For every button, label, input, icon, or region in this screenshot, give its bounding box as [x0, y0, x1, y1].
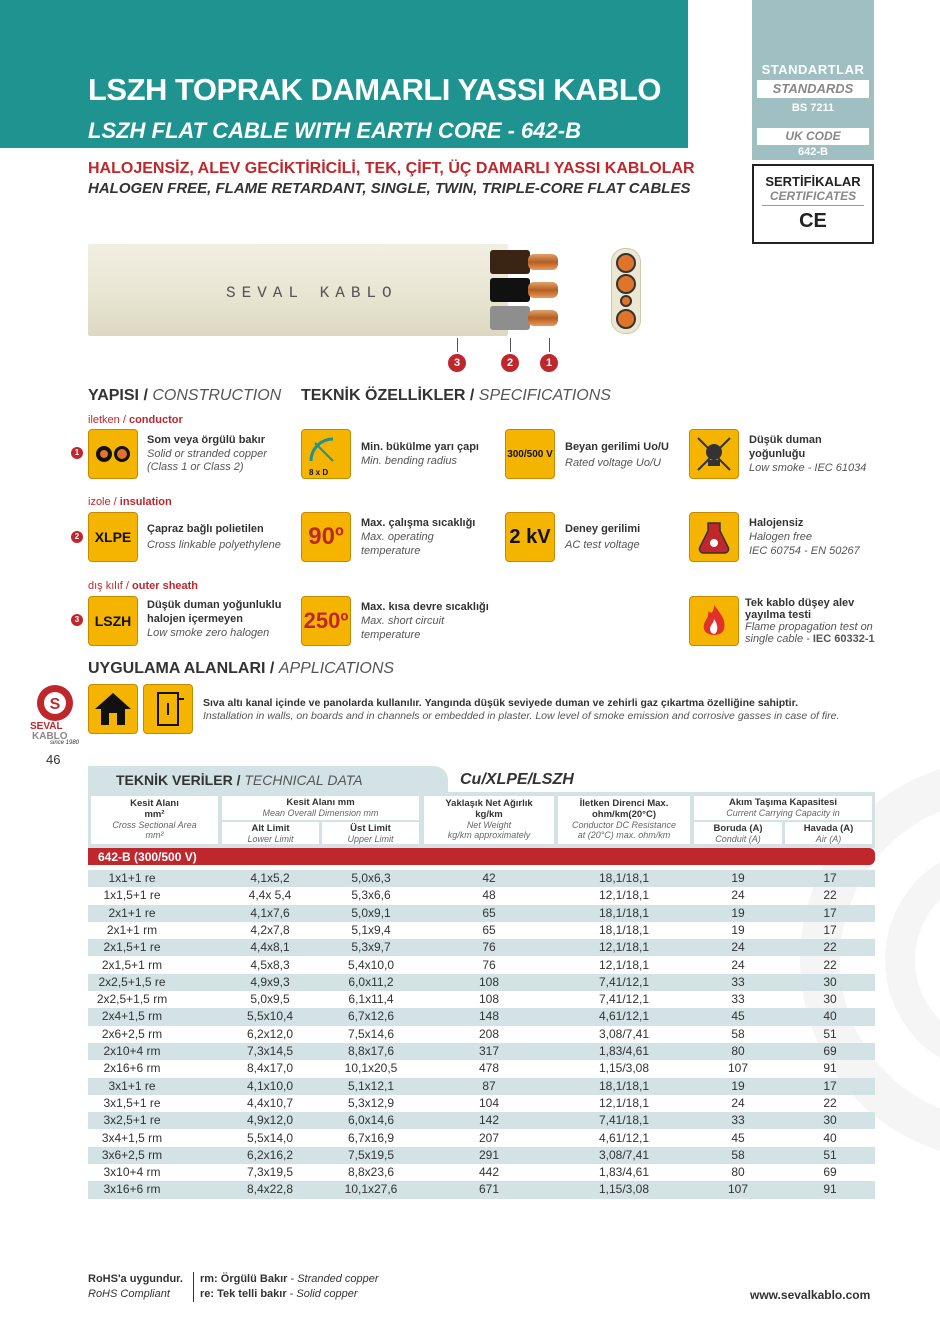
standards-value: BS 7211 — [791, 102, 835, 114]
table-cell: 10,1x27,6 — [344, 1182, 398, 1197]
brand-name-2: KABLO — [32, 731, 68, 742]
table-cell: 6,7x16,9 — [347, 1130, 395, 1145]
table-cell: 108 — [478, 992, 500, 1007]
table-cell: 2x2,5+1,5 rm — [96, 992, 168, 1007]
rohs-label-english: RoHS Compliant — [88, 1288, 170, 1300]
table-cell: 8,8x17,6 — [347, 1044, 395, 1058]
table-cell: 671 — [478, 1182, 500, 1197]
table-cell: 18,1/18,1 — [598, 922, 650, 937]
smoke-title: Düşük duman — [749, 434, 822, 446]
table-cell: 7,3x19,5 — [246, 1165, 294, 1180]
bullet-1: 1 — [71, 447, 83, 459]
table-cell: 40 — [823, 1130, 837, 1145]
table-cell: 2x16+6 rm — [103, 1061, 161, 1076]
sheath-title-2: halojen içermeyen — [147, 613, 243, 625]
flame-title: Tek kablo düşey alev — [745, 597, 855, 609]
table-cell: 22 — [823, 888, 837, 903]
table-cell: 91 — [823, 1061, 837, 1076]
table-cell: 2x1+1 rm — [106, 922, 158, 937]
table-cell: 12,1/18,1 — [598, 1095, 650, 1110]
table-cell: 4,9x12,0 — [246, 1113, 294, 1128]
table-cell: 33 — [731, 992, 745, 1007]
halogen-free-icon — [689, 512, 739, 562]
table-cell: 17 — [823, 1078, 837, 1093]
table-cell: 69 — [823, 1165, 837, 1180]
table-cell: 2x1,5+1 re — [103, 940, 161, 955]
table-row — [88, 1078, 875, 1095]
page-number: 46 — [46, 752, 61, 767]
construction-heading: YAPISI / CONSTRUCTION — [88, 387, 282, 404]
table-cell: 6,2x16,2 — [246, 1147, 294, 1162]
table-cell: 1,83/4,61 — [598, 1044, 650, 1058]
table-cell: 291 — [478, 1147, 500, 1162]
bending-radius-icon — [301, 429, 351, 479]
bullet-2: 2 — [71, 531, 83, 543]
table-cell: 19 — [731, 922, 745, 937]
table-cell: 58 — [731, 1147, 745, 1162]
table-row — [88, 1130, 875, 1147]
table-cell: 6,0x14,6 — [347, 1113, 395, 1128]
table-cell: 8,4x22,8 — [246, 1182, 294, 1197]
table-cell: 6,1x11,4 — [348, 992, 394, 1007]
table-cell: 1x1+1 re — [108, 871, 156, 885]
uk-code-label: UK CODE — [757, 128, 869, 145]
brand-name: SEVAL — [30, 721, 63, 732]
table-cell: 104 — [478, 1095, 500, 1110]
table-cell: 7,41/12,1 — [598, 974, 650, 989]
table-cell: 30 — [823, 1113, 837, 1128]
table-cell: 87 — [482, 1078, 496, 1093]
flame-title-2: yayılma testi — [745, 609, 812, 621]
insulation-sub: Cross linkable polyethylene — [147, 539, 281, 551]
table-cell: 33 — [731, 1113, 745, 1128]
footer-divider — [193, 1272, 194, 1302]
op-temp-sub2: temperature — [361, 545, 421, 557]
table-cell: 5,4x10,0 — [347, 957, 395, 972]
table-cell: 4,61/12,1 — [598, 1009, 650, 1024]
table-cell: 5,5x10,4 — [246, 1009, 294, 1024]
table-cell: 48 — [482, 888, 496, 903]
xlpe-icon: XLPE — [88, 512, 138, 562]
table-cell: 5,3x6,6 — [351, 888, 391, 903]
header-air: Havada (A) Air (A) — [785, 822, 872, 844]
table-cell: 3,08/7,41 — [598, 1147, 650, 1162]
table-cell: 19 — [731, 905, 745, 920]
table-cell: 4,9x9,3 — [250, 974, 290, 989]
table-row — [88, 1164, 875, 1181]
table-cell: 4,5x8,3 — [250, 957, 290, 972]
table-cell: 6,2x12,0 — [246, 1026, 294, 1041]
table-cell: 208 — [478, 1026, 500, 1041]
table-cell: 7,41/18,1 — [598, 1113, 650, 1128]
table-cable-type: Cu/XLPE/LSZH — [460, 771, 574, 788]
table-cell: 2x6+2,5 rm — [101, 1026, 163, 1041]
insulation-label: izole / insulation — [88, 496, 172, 508]
table-cell: 2x1+1 re — [108, 905, 156, 920]
table-cell: 2x4+1,5 rm — [101, 1009, 163, 1024]
lszh-icon: LSZH — [88, 596, 138, 646]
table-cell: 18,1/18,1 — [598, 871, 650, 885]
cable-print-text: SEVAL KABLO — [226, 284, 398, 302]
table-cell: 24 — [731, 888, 745, 903]
table-cell: 7,5x14,6 — [347, 1026, 395, 1041]
uk-code-value: 642-B — [798, 146, 828, 158]
operating-temp-icon: 90º — [301, 512, 351, 562]
table-cell: 2x2,5+1,5 re — [98, 974, 166, 989]
copper-conductor-icon — [88, 429, 138, 479]
table-group-band — [88, 848, 875, 865]
rated-voltage-icon: 300/500 V — [505, 429, 555, 479]
certificates-box — [752, 164, 874, 244]
header-dimension: Kesit Alanı mm Mean Overall Dimension mm — [222, 796, 419, 820]
table-cell: 30 — [823, 992, 837, 1007]
table-cell: 65 — [482, 905, 496, 920]
table-cell: 22 — [823, 940, 837, 955]
house-icon — [88, 684, 138, 734]
table-cell: 80 — [731, 1165, 745, 1180]
table-group-label: 642-B (300/500 V) — [98, 850, 197, 864]
smoke-title-2: yoğunluğu — [749, 448, 806, 460]
website-link[interactable]: www.sevalkablo.com — [750, 1288, 871, 1302]
cable-cross-section-icon — [611, 248, 641, 334]
table-cell: 4,4x 5,4 — [248, 888, 292, 903]
table-cell: 5,0x6,3 — [351, 871, 391, 885]
table-cell: 207 — [478, 1130, 500, 1145]
table-cell: 45 — [731, 1009, 745, 1024]
sc-temp-sub2: temperature — [361, 629, 421, 641]
table-cell: 2x10+4 rm — [103, 1044, 161, 1058]
applications-text: Sıva altı kanal içinde ve panolarda kullanılır. Yangında düşük seviyede duman ve zehirli gaz çıkartma özelliğine sahiptir. — [203, 697, 799, 709]
table-cell: 5,0x9,5 — [250, 992, 290, 1007]
ce-mark-icon: CE — [799, 210, 827, 232]
table-cell: 76 — [482, 957, 496, 972]
test-voltage-sub: AC test voltage — [565, 539, 640, 551]
table-cell: 17 — [823, 871, 837, 885]
sc-temp-title: Max. kısa devre sıcaklığı — [361, 601, 489, 613]
bend-title: Min. bükülme yarı çapı — [361, 441, 479, 453]
table-row — [88, 1026, 875, 1043]
table-cell: 8,8x23,6 — [347, 1165, 395, 1180]
flame-sub2: single cable - IEC 60332-1 — [745, 633, 875, 645]
table-cell: 17 — [823, 922, 837, 937]
table-row — [88, 922, 875, 939]
table-row — [88, 991, 875, 1008]
table-row — [88, 974, 875, 991]
re-legend: re: Tek telli bakır - Solid copper — [200, 1288, 358, 1300]
table-cell: 33 — [731, 974, 745, 989]
table-row — [88, 1181, 875, 1198]
table-cell: 19 — [731, 871, 745, 885]
table-cell: 4,4x8,1 — [250, 940, 290, 955]
table-cell: 19 — [731, 1078, 745, 1093]
table-cell: 3x1+1 re — [108, 1078, 156, 1093]
op-temp-title: Max. çalışma sıcaklığı — [361, 517, 476, 529]
conductor-sub: Solid or stranded copper — [147, 448, 267, 460]
table-cell: 4,1x7,6 — [250, 905, 290, 920]
table-row — [88, 1095, 875, 1112]
header-cross-section: Kesit Alanı mm² Cross Sectional Area mm² — [91, 796, 218, 844]
header-capacity: Akım Taşıma Kapasitesi Current Carrying Capacity in — [694, 796, 872, 820]
table-cell: 3,08/7,41 — [598, 1026, 650, 1041]
halogen-sub2: IEC 60754 - EN 50267 — [749, 545, 860, 557]
table-cell: 4,4x10,7 — [246, 1095, 294, 1110]
table-cell: 1,15/3,08 — [598, 1182, 650, 1197]
table-cell: 12,1/18,1 — [598, 888, 650, 903]
table-cell: 12,1/18,1 — [598, 940, 650, 955]
table-row — [88, 887, 875, 904]
table-row — [88, 905, 875, 922]
certificates-label: CERTIFICATES — [762, 189, 864, 206]
table-cell: 30 — [823, 974, 837, 989]
table-cell: 17 — [823, 905, 837, 920]
flame-sub1: Flame propagation test on — [745, 621, 873, 633]
table-cell: 58 — [731, 1026, 745, 1041]
table-cell: 7,5x19,5 — [347, 1147, 395, 1162]
table-cell: 5,1x9,4 — [351, 922, 391, 937]
table-row — [88, 1008, 875, 1025]
applications-text-english: Installation in walls, on boards and in channels or embedded in plaster. Low level of smoke emission and corrosive gasses in case of fire. — [203, 710, 840, 722]
insulation-title: Çapraz bağlı polietilen — [147, 523, 264, 535]
table-cell: 317 — [478, 1044, 500, 1058]
marker-1: 1 — [540, 354, 558, 372]
conductor-class: (Class 1 or Class 2) — [147, 461, 244, 473]
header-upper-limit: Üst Limit Upper Limit — [322, 822, 419, 844]
header-weight: Yaklaşık Net Ağırlık kg/km Net Weight kg/km approximately — [424, 796, 554, 844]
table-cell: 69 — [823, 1044, 837, 1058]
table-cell: 76 — [482, 940, 496, 955]
svg-text:S: S — [49, 696, 61, 713]
standards-label: STANDARDS — [757, 80, 869, 98]
svg-text:8 x D: 8 x D — [309, 468, 329, 477]
table-tab-title: TEKNİK VERİLER / TECHNICAL DATA — [116, 772, 363, 788]
table-cell: 5,3x12,9 — [347, 1095, 395, 1110]
marker-3: 3 — [448, 354, 466, 372]
table-cell: 12,1/18,1 — [598, 957, 650, 972]
table-cell: 2x1,5+1 rm — [101, 957, 163, 972]
certificates-title: SERTİFİKALAR — [765, 174, 861, 189]
table-cell: 5,3x9,7 — [351, 940, 391, 955]
table-cell: 107 — [727, 1061, 749, 1076]
table-cell: 3x10+4 rm — [103, 1165, 161, 1180]
table-cell: 1,15/3,08 — [598, 1061, 650, 1076]
subtitle-english: HALOGEN FREE, FLAME RETARDANT, SINGLE, TWIN, TRIPLE-CORE FLAT CABLES — [88, 180, 691, 197]
table-cell: 148 — [478, 1009, 500, 1024]
low-smoke-icon — [689, 429, 739, 479]
bend-sub: Min. bending radius — [361, 455, 458, 467]
table-cell: 18,1/18,1 — [598, 905, 650, 920]
table-cell: 91 — [823, 1182, 837, 1197]
header-lower-limit: Alt Limit Lower Limit — [222, 822, 319, 844]
table-cell: 65 — [482, 922, 496, 937]
header-resistance: İletken Direnci Max. ohm/km(20°C) Conductor DC Resistance at (20°C) max. ohm/km — [558, 796, 690, 844]
voltage-sub: Rated voltage Uo/U — [565, 457, 661, 469]
halogen-sub1: Halogen free — [749, 531, 812, 543]
table-cell: 1,83/4,61 — [598, 1165, 650, 1180]
table-row — [88, 939, 875, 956]
table-cell: 22 — [823, 1095, 837, 1110]
test-voltage-title: Deney gerilimi — [565, 523, 641, 535]
page-title-english: LSZH FLAT CABLE WITH EARTH CORE - 642-B — [88, 118, 581, 143]
table-cell: 42 — [482, 871, 496, 885]
table-cell: 142 — [478, 1113, 500, 1128]
table-cell: 1x1,5+1 re — [103, 888, 161, 903]
table-cell: 3x1,5+1 re — [103, 1095, 161, 1110]
table-cell: 18,1/18,1 — [598, 1078, 650, 1093]
table-cell: 107 — [727, 1182, 749, 1197]
specifications-heading: TEKNİK ÖZELLİKLER / SPECIFICATIONS — [301, 387, 611, 404]
table-cell: 6,0x11,2 — [348, 974, 394, 989]
voltage-title: Beyan gerilimi Uo/U — [565, 441, 669, 453]
table-cell: 4,61/12,1 — [598, 1130, 650, 1145]
rohs-label: RoHS'a uygundur. — [88, 1273, 183, 1285]
table-cell: 3x6+2,5 rm — [101, 1147, 163, 1162]
table-cell: 51 — [823, 1026, 837, 1041]
conductor-title: Som veya örgülü bakır — [147, 434, 265, 446]
brand-since: since 1980 — [50, 740, 80, 746]
table-cell: 108 — [478, 974, 500, 989]
subtitle: HALOJENSİZ, ALEV GECİKTİRİCİLİ, TEK, ÇİFT, ÜÇ DAMARLI YASSI KABLOLAR — [88, 160, 695, 177]
table-row — [88, 1147, 875, 1164]
table-cell: 5,1x12,1 — [347, 1078, 395, 1093]
applications-heading: UYGULAMA ALANLARI / APPLICATIONS — [88, 660, 395, 677]
table-row — [88, 957, 875, 974]
table-cell: 7,3x14,5 — [246, 1044, 294, 1058]
standards-title: STANDARTLAR — [761, 62, 865, 77]
table-row — [88, 870, 875, 887]
sc-temp-sub1: Max. short circuit — [361, 615, 445, 627]
table-cell: 4,1x10,0 — [246, 1078, 294, 1093]
smoke-sub: Low smoke - IEC 61034 — [749, 462, 867, 474]
table-cell: 51 — [823, 1147, 837, 1162]
table-cell: 3x16+6 rm — [103, 1182, 161, 1197]
seval-logo — [35, 683, 75, 723]
conductor-label: iletken / conductor — [88, 414, 183, 426]
rm-legend: rm: Örgülü Bakır - Stranded copper — [200, 1273, 379, 1285]
table-cell: 6,7x12,6 — [347, 1009, 395, 1024]
table-cell: 7,41/12,1 — [598, 992, 650, 1007]
table-cell: 22 — [823, 957, 837, 972]
table-cell: 24 — [731, 940, 745, 955]
table-cell: 4,1x5,2 — [250, 871, 290, 885]
op-temp-sub1: Max. operating — [361, 531, 434, 543]
table-cell: 5,0x9,1 — [351, 905, 391, 920]
table-cell: 24 — [731, 957, 745, 972]
flame-icon — [689, 596, 739, 646]
table-row — [88, 1112, 875, 1129]
sheath-label: dış kılıf / outer sheath — [88, 580, 199, 592]
short-circuit-temp-icon: 250º — [301, 596, 351, 646]
sheath-title: Düşük duman yoğunluklu — [147, 599, 282, 611]
header-conduit: Boruda (A) Conduit (A) — [694, 822, 782, 844]
table-row — [88, 1060, 875, 1077]
bullet-3: 3 — [71, 614, 83, 626]
table-row — [88, 1043, 875, 1060]
marker-2: 2 — [501, 354, 519, 372]
table-cell: 24 — [731, 1095, 745, 1110]
table-cell: 3x4+1,5 rm — [101, 1130, 163, 1145]
page-title: LSZH TOPRAK DAMARLI YASSI KABLO — [88, 72, 661, 107]
test-voltage-icon: 2 kV — [505, 512, 555, 562]
table-cell: 3x2,5+1 re — [103, 1113, 161, 1128]
halogen-title: Halojensiz — [749, 517, 804, 529]
table-cell: 478 — [478, 1061, 500, 1076]
table-cell: 40 — [823, 1009, 837, 1024]
table-cell: 10,1x20,5 — [344, 1061, 398, 1076]
table-cell: 4,2x7,8 — [250, 922, 290, 937]
panel-icon — [143, 684, 193, 734]
table-cell: 80 — [731, 1044, 745, 1058]
table-cell: 8,4x17,0 — [246, 1061, 294, 1076]
cable-cores — [490, 246, 570, 336]
table-cell: 5,5x14,0 — [246, 1130, 294, 1145]
table-cell: 45 — [731, 1130, 745, 1145]
sheath-sub: Low smoke zero halogen — [147, 627, 270, 639]
table-cell: 442 — [478, 1165, 500, 1180]
